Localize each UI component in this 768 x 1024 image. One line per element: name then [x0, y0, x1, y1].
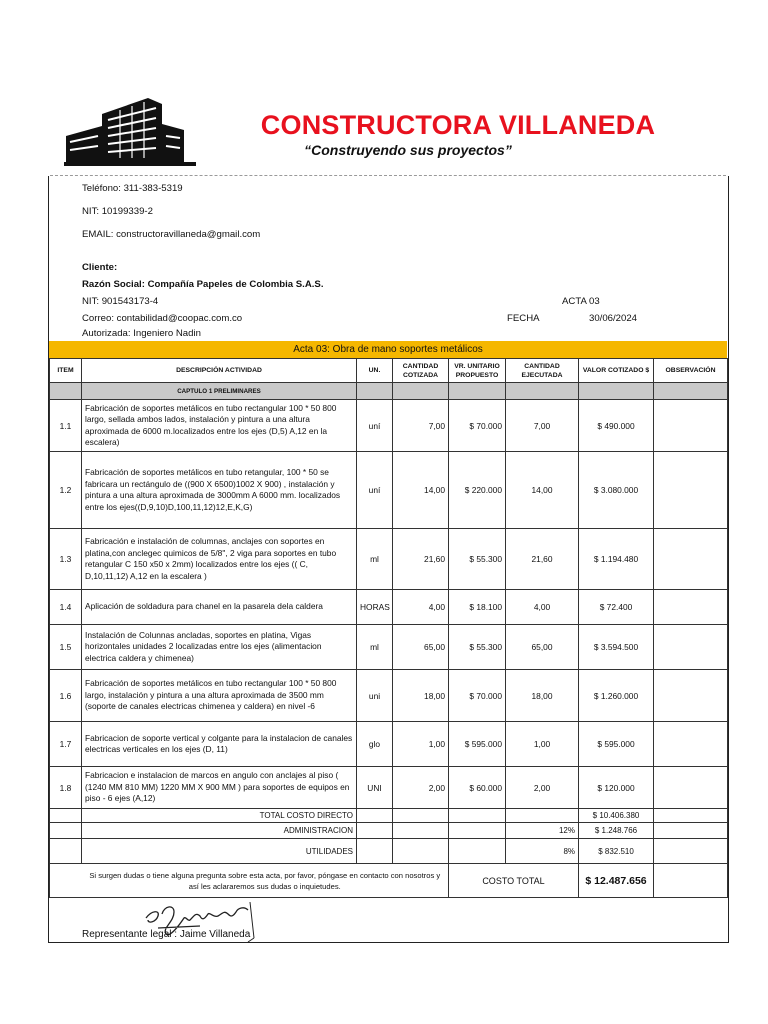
- client-nit: NIT: 901543173-4: [82, 296, 159, 307]
- cell-un: HORAS: [357, 590, 393, 625]
- cell-obs: [654, 529, 728, 590]
- cell-cant: 1,00: [393, 722, 449, 767]
- company-slogan: “Construyendo sus proyectos”: [304, 142, 512, 158]
- company-name: CONSTRUCTORA VILLANEDA: [260, 110, 656, 140]
- table-row: [50, 670, 728, 722]
- utilidades-value: $ 832.510: [579, 839, 654, 864]
- cell-valor: $ 490.000: [579, 400, 654, 452]
- cell-ejec: 65,00: [506, 625, 579, 670]
- table-row: [50, 625, 728, 670]
- cell-cant: 2,00: [393, 767, 449, 809]
- cell-un: uni: [357, 670, 393, 722]
- cell-cant: 65,00: [393, 625, 449, 670]
- cell-item: 1.6: [50, 670, 82, 722]
- cell-desc: Fabricación de soportes metálicos en tubo retangular, 100 * 50 se fabricara un rectángulo de ((900 X 6500)1002 X 900) , instalación y pintura a una altura aproximada de 3000mm A 6000 mm. localizados entre los ejes((D,9,10)D,100,11,12)12,E,K,G): [82, 452, 357, 529]
- administracion-pct: 12%: [506, 823, 579, 839]
- cell-obs: [654, 590, 728, 625]
- cell-ejec: 4,00: [506, 590, 579, 625]
- header-valor-cotizado: VALOR COTIZADO $: [579, 359, 654, 383]
- cell-vu: $ 18.100: [449, 590, 506, 625]
- total-directo-row: [50, 809, 728, 823]
- cell-ejec: 21,60: [506, 529, 579, 590]
- cell-vu: $ 595.000: [449, 722, 506, 767]
- cell-desc: Instalación de Colunnas ancladas, soportes en platina, Vigas horizontales unidades 2 localizadas entre los ejes (alimentacion electrica caldera y chimenea): [82, 625, 357, 670]
- administracion-row: [50, 823, 728, 839]
- email-text: EMAIL: constructoravillaneda@gmail.com: [82, 229, 261, 240]
- cell-vu: $ 55.300: [449, 529, 506, 590]
- cell-valor: $ 1.194.480: [579, 529, 654, 590]
- cell-desc: Fabricacion de soporte vertical y colgante para la instalacion de canales electricas verticales en los ejes (D, 11): [82, 722, 357, 767]
- cell-desc: Aplicación de soldadura para chanel en la pasarela dela caldera: [82, 590, 357, 625]
- cell-ejec: 2,00: [506, 767, 579, 809]
- utilidades-label: UTILIDADES: [82, 839, 357, 864]
- cell-vu: $ 220.000: [449, 452, 506, 529]
- cell-desc: Fabricación de soportes metálicos en tubo rectangular 100 * 50 800 largo, instalación y pintura a una altura aproximada de 3500 mm (soporte de canales electricas chimenea y caldera) en nivel -6: [82, 670, 357, 722]
- building-logo-icon: [62, 96, 198, 166]
- cell-vu: $ 55.300: [449, 625, 506, 670]
- cell-item: 1.4: [50, 590, 82, 625]
- header-observacion: OBSERVACIÓN: [654, 359, 728, 383]
- cell-valor: $ 3.594.500: [579, 625, 654, 670]
- table-row: [50, 722, 728, 767]
- header-valor-unitario: VR. UNITARIO PROPUESTO: [449, 359, 506, 383]
- table-header-row: [50, 359, 728, 383]
- cell-obs: [654, 400, 728, 452]
- cell-ejec: 7,00: [506, 400, 579, 452]
- administracion-label: ADMINISTRACION: [82, 823, 357, 839]
- cell-desc: Fabricación de soportes metálicos en tubo rectangular 100 * 50 800 largo, sellada ambos lados, instalación y pintura a una altura aproximada de 6000 m.localizados entre los ejes (D,5) A,12 en la escalera): [82, 400, 357, 452]
- cell-un: ml: [357, 625, 393, 670]
- cell-valor: $ 1.260.000: [579, 670, 654, 722]
- cell-cant: 21,60: [393, 529, 449, 590]
- acta-number: ACTA 03: [562, 296, 600, 307]
- cell-un: uní: [357, 400, 393, 452]
- cell-vu: $ 70.000: [449, 400, 506, 452]
- cell-item: 1.8: [50, 767, 82, 809]
- header-cantidad-cotizada: CANTIDAD COTIZADA: [393, 359, 449, 383]
- cell-item: 1.3: [50, 529, 82, 590]
- cell-valor: $ 72.400: [579, 590, 654, 625]
- cell-obs: [654, 722, 728, 767]
- cell-obs: [654, 452, 728, 529]
- table-row: [50, 529, 728, 590]
- administracion-value: $ 1.248.766: [579, 823, 654, 839]
- costo-total-row: [50, 864, 728, 898]
- cell-cant: 18,00: [393, 670, 449, 722]
- phone-text: Teléfono: 311-383-5319: [82, 183, 183, 194]
- cell-item: 1.5: [50, 625, 82, 670]
- cell-cant: 4,00: [393, 590, 449, 625]
- acta-title-bar: Acta 03: Obra de mano soportes metálicos: [49, 341, 727, 358]
- cell-valor: $ 595.000: [579, 722, 654, 767]
- cell-ejec: 14,00: [506, 452, 579, 529]
- cell-un: UNI: [357, 767, 393, 809]
- cell-cant: 14,00: [393, 452, 449, 529]
- cell-item: 1.2: [50, 452, 82, 529]
- cell-un: ml: [357, 529, 393, 590]
- utilidades-row: [50, 839, 728, 864]
- client-autorizada: Autorizada: Ingeniero Nadin: [82, 328, 201, 339]
- cell-desc: Fabricacion e instalacion de marcos en angulo con anclajes al piso ( (1240 MM 810 MM) 1220 MM X 900 MM ) para soportes de equipos en piso - 6 ejes (A,12): [82, 767, 357, 809]
- header-descripcion: DESCRIPCIÓN ACTIVIDAD: [82, 359, 357, 383]
- cell-cant: 7,00: [393, 400, 449, 452]
- contact-note: Si surgen dudas o tiene alguna pregunta sobre esta acta, por favor, póngase en contacto con nosotros y así les aclararemos sus dudas o inquietudes.: [82, 864, 449, 898]
- costo-total-label: COSTO TOTAL: [449, 864, 579, 898]
- table-row: [50, 590, 728, 625]
- cell-valor: $ 120.000: [579, 767, 654, 809]
- client-razon: Razón Social: Compañía Papeles de Colombia S.A.S.: [82, 279, 324, 290]
- table-row: [50, 400, 728, 452]
- cell-desc: Fabricación e instalación de columnas, anclajes con soportes en platina,con anclegec quimicos de 5/8", 2 viga para soportes en tubo retangular C 150 x50 x 2mm) localizados entre los ejes (( C, D,10,11,12) A,12 en la escalera ): [82, 529, 357, 590]
- table-row: [50, 452, 728, 529]
- header-item: ITEM: [50, 359, 82, 383]
- cell-vu: $ 70.000: [449, 670, 506, 722]
- cell-obs: [654, 767, 728, 809]
- cell-item: 1.7: [50, 722, 82, 767]
- activities-table: [49, 358, 728, 898]
- header-cantidad-ejecutada: CANTIDAD EJECUTADA: [506, 359, 579, 383]
- cell-un: uní: [357, 452, 393, 529]
- nit-text: NIT: 10199339-2: [82, 206, 153, 217]
- fecha-value: 30/06/2024: [589, 313, 638, 324]
- cell-valor: $ 3.080.000: [579, 452, 654, 529]
- cell-un: glo: [357, 722, 393, 767]
- total-directo-value: $ 10.406.380: [579, 809, 654, 823]
- cell-obs: [654, 670, 728, 722]
- cell-ejec: 1,00: [506, 722, 579, 767]
- cell-item: 1.1: [50, 400, 82, 452]
- table-row: [50, 767, 728, 809]
- legal-representative: Representante legal : Jaime Villaneda: [82, 929, 251, 940]
- chapter-label: CAPTULO 1 PRELIMINARES: [82, 383, 357, 400]
- client-correo: Correo: contabilidad@coopac.com.co: [82, 313, 243, 324]
- client-label: Cliente:: [82, 262, 118, 273]
- header-unidad: UN.: [357, 359, 393, 383]
- total-directo-label: TOTAL COSTO DIRECTO: [82, 809, 357, 823]
- cell-obs: [654, 625, 728, 670]
- fecha-label: FECHA: [507, 313, 540, 324]
- cell-ejec: 18,00: [506, 670, 579, 722]
- cell-vu: $ 60.000: [449, 767, 506, 809]
- utilidades-pct: 8%: [506, 839, 579, 864]
- chapter-row: [50, 383, 728, 400]
- costo-total-value: $ 12.487.656: [579, 864, 654, 898]
